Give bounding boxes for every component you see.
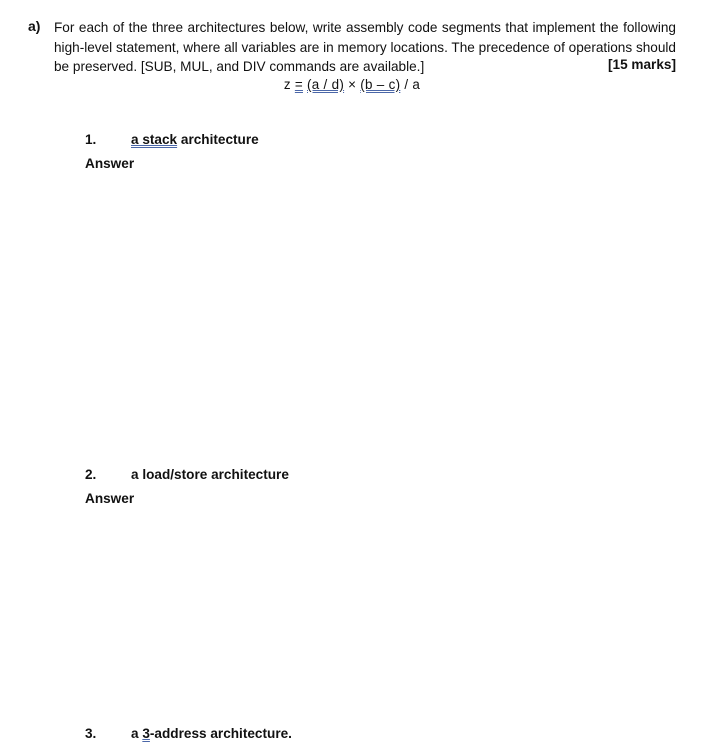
part-1-title: architecture	[177, 132, 259, 147]
part-3-number: 3.	[85, 726, 97, 741]
part-3-heading	[85, 726, 292, 741]
part-2-answer-area[interactable]	[85, 515, 665, 720]
question-text: For each of the three architectures below, write assembly code segments that implement the following high-level statement, where all variables are in memory locations. The precedence of operations should be preserved. [SUB, MUL, and DIV commands are available.]	[54, 20, 676, 74]
part-3-title: -address architecture.	[149, 726, 292, 741]
part-1-title-underlined: a stack	[131, 132, 178, 147]
part-1-answer-area[interactable]	[85, 180, 665, 460]
part-1-number: 1.	[85, 132, 97, 147]
formula-tail: / a	[404, 77, 421, 92]
question-label: a)	[28, 18, 41, 34]
formula-equals: =	[294, 77, 303, 92]
part-3-title-underlined: 3	[142, 726, 150, 741]
part-2-number: 2.	[85, 467, 97, 482]
part-2-answer-label: Answer	[85, 491, 135, 506]
formula-term-2: (b – c)	[360, 77, 401, 92]
part-2-title: a load/store architecture	[131, 467, 289, 482]
formula-term-1: (a / d)	[307, 77, 345, 92]
part-1-heading	[85, 132, 259, 147]
part-3-title-prefix: a	[131, 726, 143, 741]
formula	[0, 77, 704, 92]
marks-label: [15 marks]	[607, 57, 676, 72]
part-1-answer-label: Answer	[85, 156, 135, 171]
formula-times: ×	[348, 77, 357, 92]
part-2-heading	[85, 467, 289, 482]
formula-lhs: z	[283, 77, 291, 92]
